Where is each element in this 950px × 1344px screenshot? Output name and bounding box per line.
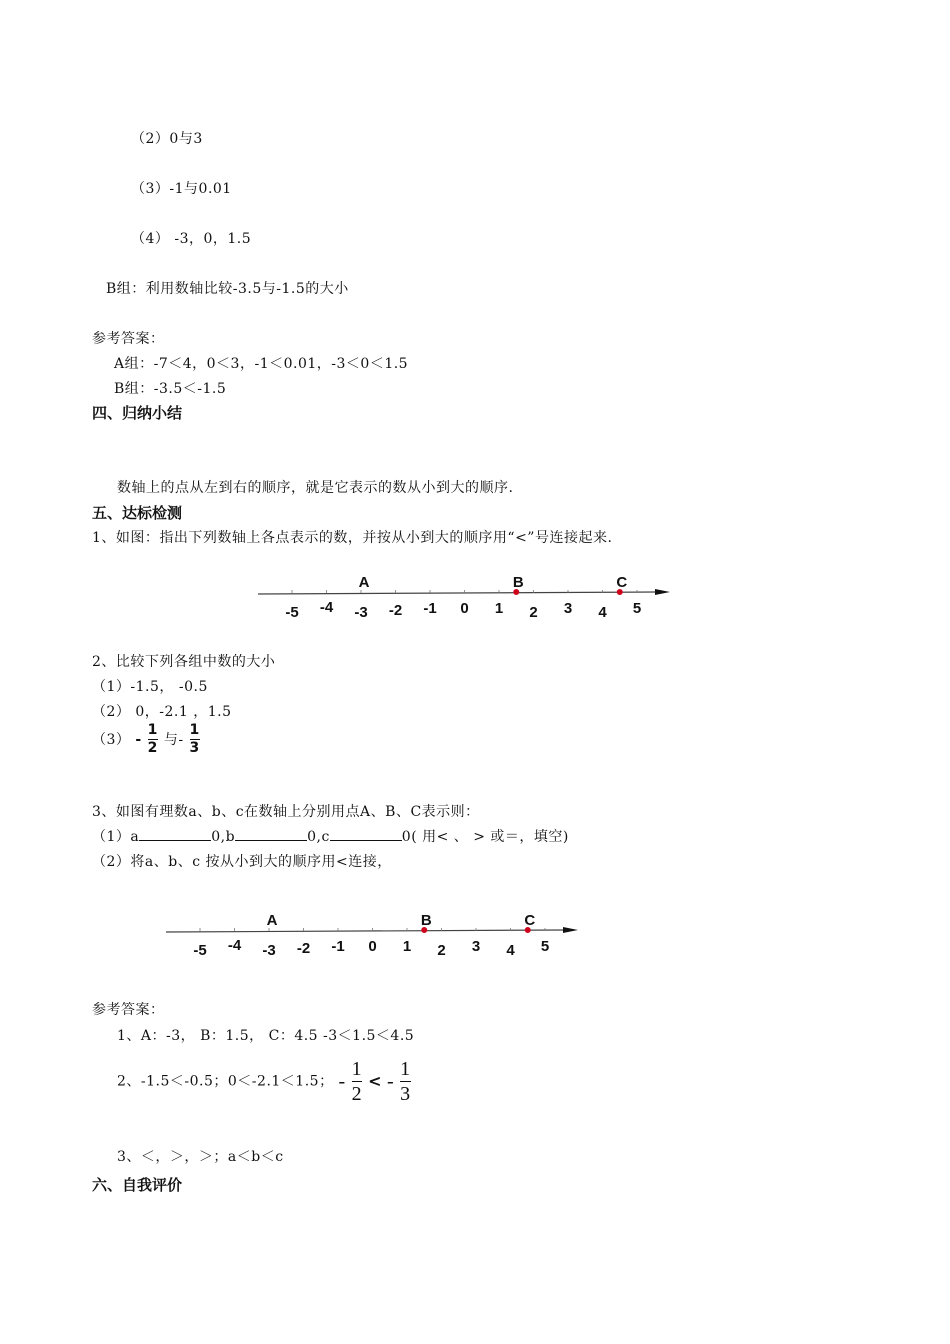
a-group-item-2: （2）0与3: [131, 131, 203, 147]
question-1: 1、如图：指出下列数轴上各点表示的数，并按从小到大的顺序用“<”号连接起来.: [92, 530, 613, 546]
q3-1-part-b: 0,b: [211, 829, 236, 845]
answer-b-group: B组：-3.5＜-1.5: [114, 381, 227, 397]
point-b-label: B: [512, 574, 524, 591]
tick-label: 0: [460, 600, 469, 617]
tick-label: -2: [296, 940, 311, 957]
answers-heading: 参考答案：: [92, 331, 165, 347]
question-3: 3、如图有理数a、b、c在数轴上分别用点A、B、C表示则：: [92, 804, 480, 820]
answer-2-prefix: 2、-1.5＜-0.5；0＜-2.1＜1.5；: [117, 1073, 334, 1090]
tick-label: -1: [423, 600, 437, 617]
tick-label: -3: [262, 942, 276, 959]
fraction-numerator: 1: [400, 1058, 411, 1080]
fraction-bar: [400, 1081, 411, 1082]
fraction-one-half: [148, 723, 158, 757]
b-group-question: B组：利用数轴比较-3.5与-1.5的大小: [106, 281, 349, 297]
blank-c[interactable]: [330, 828, 402, 841]
q3-1-part-d: 0( 用< 、 > 或＝，填空): [401, 829, 569, 845]
blank-b[interactable]: [235, 828, 307, 841]
section-6-title: 六、自我评价: [92, 1176, 183, 1194]
tick-label: 2: [529, 604, 538, 621]
tick-label: 5: [540, 938, 550, 955]
answer-1: 1、A：-3， B：1.5， C：4.5 -3＜1.5＜4.5: [117, 1028, 415, 1044]
tick-label: 3: [471, 938, 481, 955]
fraction-numerator: 1: [147, 722, 158, 738]
q3-1-part-c: 0,c: [307, 829, 330, 845]
question-3-1: [92, 826, 569, 846]
fraction-denominator: 2: [147, 740, 158, 757]
fraction-numerator: 1: [189, 722, 200, 738]
number-line-2: [158, 903, 588, 963]
fraction-numerator: 1: [351, 1058, 363, 1080]
fraction-bar: [352, 1081, 363, 1082]
question-2: 2、比较下列各组中数的大小: [92, 654, 276, 670]
q2-3-minus: -: [135, 731, 142, 748]
tick-label: -5: [193, 942, 207, 959]
tick-label: 3: [563, 600, 573, 617]
point-b-label: B: [420, 912, 432, 929]
point-c-label: C: [524, 912, 536, 929]
point-a-label: A: [358, 574, 370, 591]
question-2-3: [92, 723, 201, 757]
section-4-title: 四、归纳小结: [92, 404, 183, 422]
tick-label: 2: [437, 942, 446, 959]
q2-3-mid: 与-: [163, 731, 184, 748]
tick-label: -2: [388, 602, 403, 619]
summary-text: 数轴上的点从左到右的顺序，就是它表示的数从小到大的顺序.: [117, 480, 514, 496]
answer-3: 3、＜，＞，＞；a＜b＜c: [117, 1149, 284, 1165]
answer-fraction-one-third: [400, 1058, 411, 1105]
answer-2: [117, 1058, 412, 1105]
section-5-title: 五、达标检测: [92, 504, 183, 522]
axis-line: [258, 592, 655, 594]
q2-3-prefix: （3）: [92, 731, 131, 748]
tick-label: -5: [285, 604, 299, 621]
answer-fraction-one-half: [352, 1058, 363, 1105]
tick-label: -3: [354, 604, 368, 621]
fraction-denominator: 3: [400, 1083, 411, 1105]
answer-2-minus-1: -: [338, 1070, 346, 1093]
answer-a-group: A组：-7＜4，0＜3，-1＜0.01，-3＜0＜1.5: [114, 356, 409, 372]
tick-label: 0: [368, 938, 377, 955]
axis-line: [166, 930, 563, 932]
tick-label: 5: [632, 600, 642, 617]
tick-label: 1: [402, 938, 412, 955]
question-2-1: （1）-1.5， -0.5: [92, 679, 208, 695]
question-3-2: （2）将a、b、c 按从小到大的顺序用<连接，: [92, 854, 392, 870]
question-2-2: （2） 0，-2.1 ，1.5: [92, 704, 232, 720]
tick-label: 4: [506, 942, 515, 959]
tick-label: -4: [227, 937, 242, 954]
answer-2-less-than: <: [368, 1071, 383, 1091]
q3-1-part-a: （1）a: [92, 829, 140, 845]
tick-label: -1: [331, 938, 345, 955]
tick-label: -4: [319, 599, 334, 616]
blank-a[interactable]: [139, 828, 211, 841]
answer-2-minus-2: -: [386, 1070, 395, 1093]
a-group-item-4: （4） -3，0，1.5: [131, 231, 252, 247]
answers-heading-2: 参考答案：: [92, 1002, 165, 1018]
tick-label: 1: [494, 600, 504, 617]
fraction-one-third: [190, 723, 200, 757]
number-line-1: [250, 565, 680, 625]
tick-label: 4: [598, 604, 607, 621]
axis-arrow: [655, 589, 670, 595]
point-c-label: C: [616, 574, 628, 591]
axis-arrow: [563, 927, 578, 933]
a-group-item-3: （3）-1与0.01: [131, 181, 232, 197]
point-a-label: A: [266, 912, 278, 929]
fraction-denominator: 3: [189, 740, 200, 757]
fraction-denominator: 2: [351, 1083, 363, 1105]
